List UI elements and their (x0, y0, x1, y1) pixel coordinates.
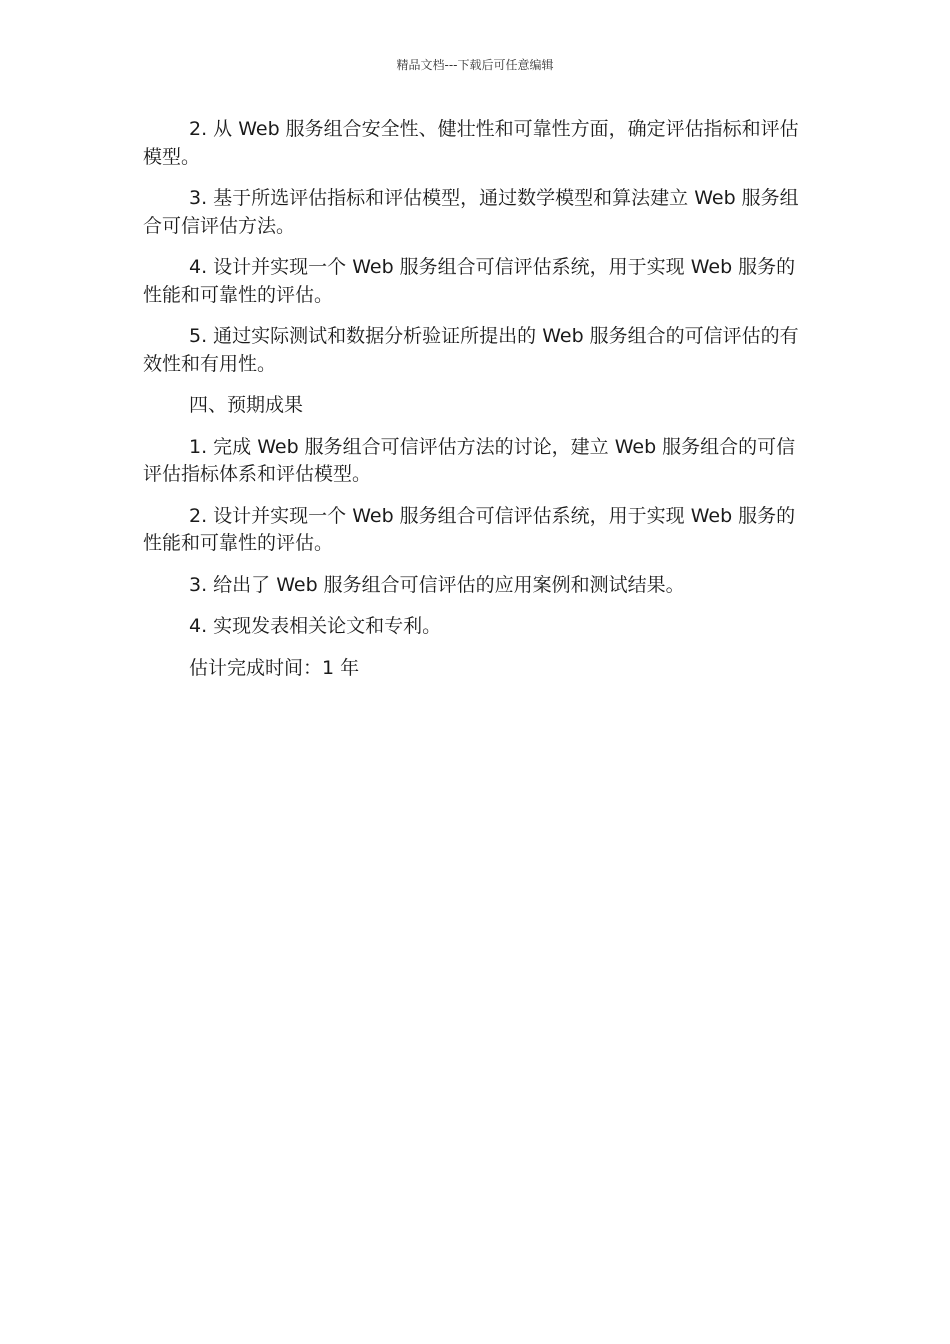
page-header: 精品文档---下载后可任意编辑 (396, 58, 554, 72)
paragraph-method-step-2: 2. 从 Web 服务组合安全性、健壮性和可靠性方面，确定评估指标和评估模型。 (143, 118, 799, 168)
paragraph-estimated-time: 估计完成时间：1 年 (189, 656, 360, 679)
paragraph-result-3: 3. 给出了 Web 服务组合可信评估的应用案例和测试结果。 (189, 573, 685, 596)
paragraph-result-1: 1. 完成 Web 服务组合可信评估方法的讨论，建立 Web 服务组合的可信评估指标体系和评估模型。 (143, 435, 796, 485)
document-body (143, 116, 805, 696)
section-heading-expected-results: 四、预期成果 (189, 394, 304, 416)
paragraph-method-step-3: 3. 基于所选评估指标和评估模型，通过数学模型和算法建立 Web 服务组合可信评估方法。 (143, 187, 799, 237)
paragraph-result-2: 2. 设计并实现一个 Web 服务组合可信评估系统，用于实现 Web 服务的性能和可靠性的评估。 (143, 504, 796, 554)
paragraph-method-step-4: 4. 设计并实现一个 Web 服务组合可信评估系统，用于实现 Web 服务的性能和可靠性的评估。 (143, 256, 796, 306)
paragraph-result-4: 4. 实现发表相关论文和专利。 (189, 615, 442, 637)
paragraph-method-step-5: 5. 通过实际测试和数据分析验证所提出的 Web 服务组合的可信评估的有效性和有用性。 (143, 325, 799, 375)
